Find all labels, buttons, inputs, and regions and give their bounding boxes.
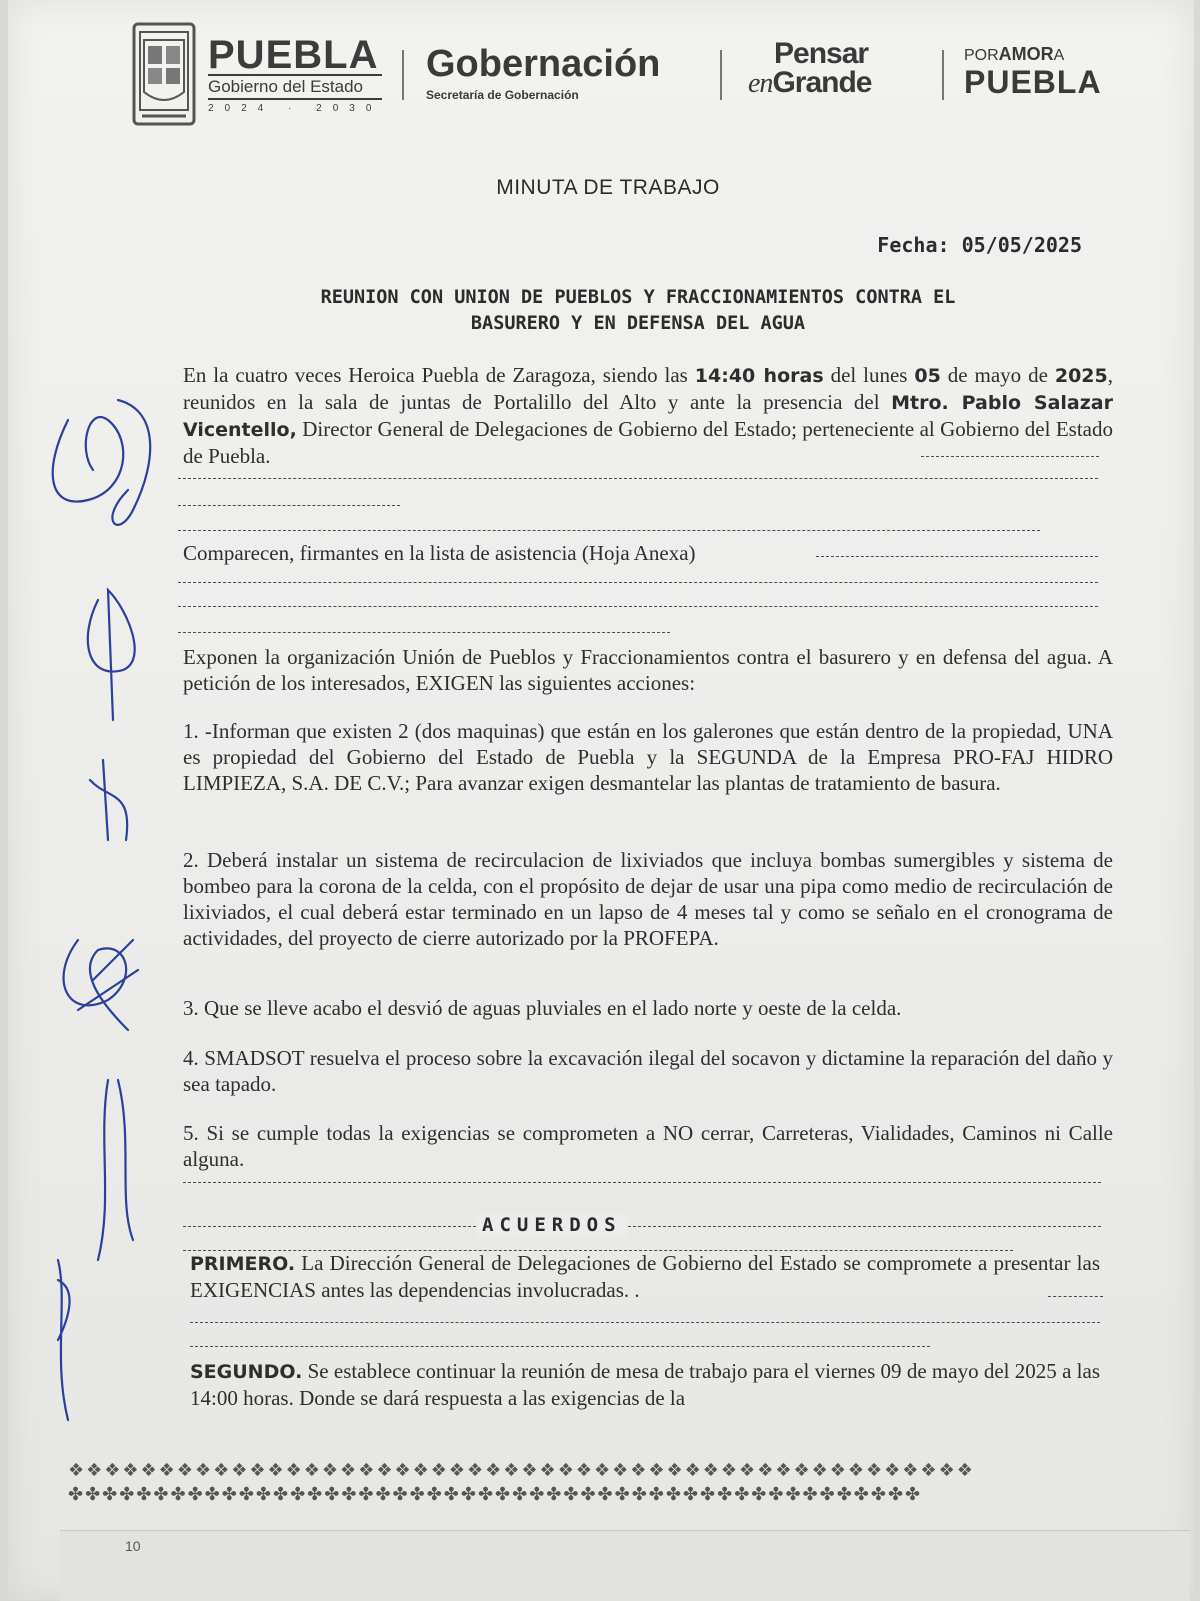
gobernacion-logo bbox=[426, 44, 660, 102]
comparecen-paragraph: Comparecen, firmantes en la lista de asistencia (Hoja Anexa) bbox=[183, 541, 696, 565]
document-page bbox=[8, 0, 1194, 1600]
dashed-filler bbox=[178, 582, 1098, 583]
dashed-filler bbox=[178, 505, 400, 506]
document-date: Fecha: 05/05/2025 bbox=[877, 233, 1082, 257]
dashed-filler bbox=[190, 1346, 930, 1347]
intro-day: 05 bbox=[914, 365, 941, 387]
dashed-filler bbox=[178, 632, 670, 633]
dashed-filler bbox=[921, 456, 1099, 457]
intro-year: 2025 bbox=[1054, 365, 1108, 387]
header-divider bbox=[402, 50, 404, 100]
acuerdos-heading: ACUERDOS bbox=[476, 1214, 628, 1236]
amor-amor: AMOR bbox=[998, 44, 1054, 64]
agreement-primero bbox=[190, 1250, 1100, 1303]
pensar-line: Pensar bbox=[774, 37, 869, 70]
dashed-filler bbox=[816, 556, 1098, 557]
puebla-logo-title: PUEBLA bbox=[208, 33, 379, 77]
underlying-page bbox=[60, 1530, 1190, 1601]
amor-puebla: PUEBLA bbox=[964, 64, 1102, 100]
bottom-ornament-border: ❖❖❖❖❖❖❖❖❖❖❖❖❖❖❖❖❖❖❖❖❖❖❖❖❖❖❖❖❖❖❖❖❖❖❖❖❖❖❖❖❖❖❖❖❖❖❖❖❖❖ bbox=[68, 1460, 975, 1481]
agreement-text: La Dirección General de Delegaciones de Gobierno del Estado se compromete a presentar las EXIGENCIAS antes las dependencias involucradas. . bbox=[190, 1251, 1100, 1302]
subject-line: BASURERO Y EN DEFENSA DEL AGUA bbox=[470, 313, 806, 334]
pensar-grande: Grande bbox=[772, 66, 872, 99]
header-divider bbox=[720, 50, 722, 100]
puebla-logo-subtitle: Gobierno del Estado bbox=[208, 74, 382, 100]
amor-por: POR bbox=[964, 47, 999, 64]
document-title: MINUTA DE TRABAJO bbox=[496, 176, 720, 199]
amor-a: A bbox=[1053, 47, 1065, 64]
dashed-filler bbox=[1048, 1296, 1103, 1297]
dashed-filler bbox=[183, 1182, 1101, 1183]
agreement-label: SEGUNDO. bbox=[190, 1361, 303, 1383]
intro-text: del lunes bbox=[823, 363, 915, 387]
demand-item-1: 1. -Informan que existen 2 (dos maquinas) que están en los galerones que están dentro de la propiedad, UNA es propiedad del Gobierno del Estado de Puebla y la SEGUNDA de la Empresa PRO-FAJ HIDRO LIMPIEZA, S.A. DE C.V.; Para avanzar exigen desmantelar las plantas de tratamiento de basura. bbox=[183, 719, 1113, 795]
dashed-filler bbox=[190, 1322, 1100, 1323]
demand-item-2: 2. Deberá instalar un sistema de recirculacion de lixiviados que incluya bombas sumergibles y sistema de bombeo para la corona de la celda, con el propósito de dejar de usar una pipa como medio de recirculación de lixiviados, el cual deberá estar terminado en un lapso de 4 meses tal y como se señalo en el cronograma de actividades, del proyecto de cierre autorizado por la PROFEPA. bbox=[183, 848, 1113, 950]
header-divider bbox=[942, 50, 944, 100]
margin-signatures bbox=[38, 380, 188, 1440]
puebla-logo-years: 2024 · 2030 bbox=[208, 103, 383, 114]
dashed-filler bbox=[183, 1226, 1101, 1227]
bottom-ornament-border: ✤✤✤✤✤✤✤✤✤✤✤✤✤✤✤✤✤✤✤✤✤✤✤✤✤✤✤✤✤✤✤✤✤✤✤✤✤✤✤✤✤✤✤✤✤✤✤✤✤✤ bbox=[68, 1484, 923, 1505]
pensar-en-grande-logo bbox=[748, 37, 872, 99]
intro-paragraph bbox=[183, 362, 1113, 469]
intro-official-name: Mtro. Pablo Salazar Vicentello, bbox=[183, 392, 1113, 441]
agreement-label: PRIMERO. bbox=[190, 1253, 296, 1275]
intro-text: de mayo de bbox=[940, 363, 1055, 387]
intro-text: Director General de Delegaciones de Gobierno del Estado; perteneciente al Gobierno del Estado de Puebla. bbox=[183, 417, 1113, 468]
demand-item-4: 4. SMADSOT resuelva el proceso sobre la excavación ilegal del socavon y dictamine la reparación del daño y sea tapado. bbox=[183, 1046, 1113, 1096]
por-amor-a-puebla-logo bbox=[964, 44, 1102, 98]
intro-text: , reunidos en la sala de juntas de Portalillo del Alto y ante la presencia del bbox=[183, 363, 1113, 414]
demand-item-5: 5. Si se cumple todas la exigencias se comprometen a NO cerrar, Carreteras, Vialidades, Caminos ni Calle alguna. bbox=[183, 1121, 1113, 1171]
pensar-en: en bbox=[748, 68, 773, 99]
page-number: 10 bbox=[125, 1538, 141, 1554]
meeting-subject bbox=[198, 285, 1078, 337]
agreement-text: Se establece continuar la reunión de mesa de trabajo para el viernes 09 de mayo del 2025 a las 14:00 horas. Donde se dará respuesta a las exigencias de la bbox=[190, 1359, 1100, 1410]
state-coat-of-arms-logo bbox=[132, 22, 196, 126]
dashed-filler bbox=[178, 478, 1098, 479]
demand-item-3: 3. Que se lleve acabo el desvió de aguas pluviales en el lado norte y oeste de la celda. bbox=[183, 996, 902, 1020]
agreement-segundo bbox=[190, 1358, 1100, 1411]
dashed-filler bbox=[178, 606, 1098, 607]
intro-text: En la cuatro veces Heroica Puebla de Zaragoza, siendo las bbox=[183, 363, 695, 387]
gobernacion-title: Gobernación bbox=[426, 43, 661, 85]
exponen-paragraph: Exponen la organización Unión de Pueblos y Fraccionamientos contra el basurero y en defensa del agua. A petición de los interesados, EXIGEN las siguientes acciones: bbox=[183, 645, 1113, 695]
subject-line: REUNION CON UNION DE PUEBLOS Y FRACCIONAMIENTOS CONTRA EL bbox=[320, 287, 956, 308]
gobernacion-subtitle: Secretaría de Gobernación bbox=[426, 88, 579, 102]
puebla-logo bbox=[208, 33, 383, 114]
dashed-filler bbox=[178, 530, 1040, 531]
intro-time: 14:40 horas bbox=[694, 365, 824, 387]
